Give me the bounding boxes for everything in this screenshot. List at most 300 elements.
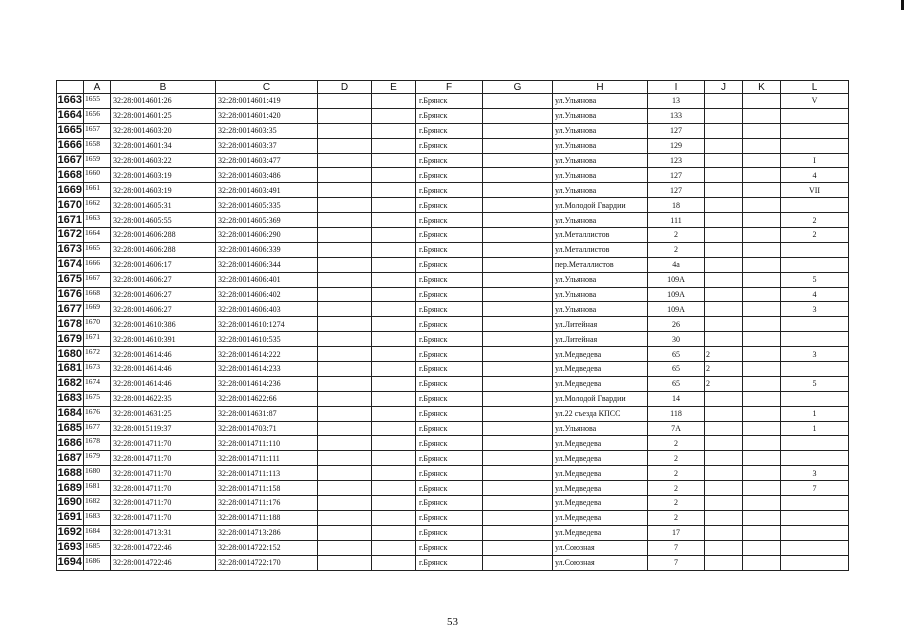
col-i-cell: 65	[648, 376, 705, 391]
table-row	[57, 362, 849, 377]
col-d-cell	[318, 213, 372, 228]
col-i-cell: 7	[648, 555, 705, 570]
col-d-cell	[318, 481, 372, 496]
column-header-j: J	[705, 81, 743, 94]
col-a-cell: 1660	[84, 168, 111, 183]
col-e-cell	[372, 287, 416, 302]
col-e-cell	[372, 510, 416, 525]
col-a-cell: 1683	[84, 510, 111, 525]
col-a-cell: 1677	[84, 421, 111, 436]
col-j-cell: 2	[705, 362, 743, 377]
col-h-cell: ул.Медведева	[553, 525, 648, 540]
col-i-cell: 2	[648, 466, 705, 481]
col-d-cell	[318, 376, 372, 391]
col-i-cell: 111	[648, 213, 705, 228]
col-j-cell	[705, 183, 743, 198]
col-b-cell: 32:28:0014711:70	[111, 451, 216, 466]
col-f-cell: г.Брянск	[416, 302, 483, 317]
col-b-cell: 32:28:0014711:70	[111, 496, 216, 511]
col-b-cell: 32:28:0014603:19	[111, 183, 216, 198]
col-j-cell	[705, 496, 743, 511]
col-d-cell	[318, 138, 372, 153]
col-g-cell	[483, 94, 553, 109]
col-d-cell	[318, 108, 372, 123]
col-d-cell	[318, 228, 372, 243]
col-f-cell: г.Брянск	[416, 332, 483, 347]
col-b-cell: 32:28:0014631:25	[111, 406, 216, 421]
row-number: 1669	[57, 183, 82, 196]
col-g-cell	[483, 421, 553, 436]
col-f-cell: г.Брянск	[416, 272, 483, 287]
column-header-i: I	[648, 81, 705, 94]
col-g-cell	[483, 540, 553, 555]
col-e-cell	[372, 183, 416, 198]
col-j-cell	[705, 168, 743, 183]
col-e-cell	[372, 555, 416, 570]
col-g-cell	[483, 183, 553, 198]
col-d-cell	[318, 510, 372, 525]
col-c-cell: 32:28:0014606:403	[216, 302, 318, 317]
col-g-cell	[483, 123, 553, 138]
col-a-cell: 1663	[84, 213, 111, 228]
col-d-cell	[318, 347, 372, 362]
col-b-cell: 32:28:0014722:46	[111, 540, 216, 555]
col-e-cell	[372, 168, 416, 183]
col-k-cell	[743, 466, 781, 481]
col-h-cell: ул.Медведева	[553, 362, 648, 377]
col-b-cell: 32:28:0014606:288	[111, 228, 216, 243]
col-b-cell: 32:28:0014601:34	[111, 138, 216, 153]
col-i-cell: 2	[648, 481, 705, 496]
col-l-cell: 2	[781, 228, 849, 243]
col-d-cell	[318, 153, 372, 168]
column-header-c: C	[216, 81, 318, 94]
col-e-cell	[372, 302, 416, 317]
col-h-cell: ул.Ульянова	[553, 272, 648, 287]
col-f-cell: г.Брянск	[416, 198, 483, 213]
col-b-cell: 32:28:0014606:27	[111, 287, 216, 302]
table-row	[57, 302, 849, 317]
col-i-cell: 65	[648, 347, 705, 362]
col-g-cell	[483, 510, 553, 525]
col-c-cell: 32:28:0014614:233	[216, 362, 318, 377]
table-row	[57, 510, 849, 525]
col-f-cell: г.Брянск	[416, 555, 483, 570]
col-h-cell: ул.Литейная	[553, 332, 648, 347]
col-l-cell: 5	[781, 376, 849, 391]
col-i-cell: 133	[648, 108, 705, 123]
col-d-cell	[318, 287, 372, 302]
col-a-cell: 1664	[84, 228, 111, 243]
col-e-cell	[372, 496, 416, 511]
col-i-cell: 30	[648, 332, 705, 347]
col-i-cell: 109А	[648, 287, 705, 302]
col-j-cell	[705, 332, 743, 347]
col-k-cell	[743, 451, 781, 466]
col-k-cell	[743, 406, 781, 421]
col-c-cell: 32:28:0014605:369	[216, 213, 318, 228]
col-h-cell: ул.Ульянова	[553, 213, 648, 228]
col-e-cell	[372, 362, 416, 377]
col-l-cell	[781, 198, 849, 213]
table-row	[57, 153, 849, 168]
col-f-cell: г.Брянск	[416, 540, 483, 555]
col-g-cell	[483, 376, 553, 391]
col-b-cell: 32:28:0014711:70	[111, 466, 216, 481]
col-b-cell: 32:28:0014606:27	[111, 302, 216, 317]
col-h-cell: ул.Металлистов	[553, 242, 648, 257]
table-row	[57, 317, 849, 332]
col-h-cell: ул.22 съезда КПСС	[553, 406, 648, 421]
col-e-cell	[372, 138, 416, 153]
col-k-cell	[743, 496, 781, 511]
col-l-cell: 4	[781, 168, 849, 183]
col-i-cell: 127	[648, 183, 705, 198]
col-c-cell: 32:28:0014603:486	[216, 168, 318, 183]
row-number: 1672	[57, 228, 82, 241]
col-d-cell	[318, 362, 372, 377]
col-h-cell: ул.Медведева	[553, 347, 648, 362]
col-f-cell: г.Брянск	[416, 466, 483, 481]
row-number: 1691	[57, 511, 82, 524]
col-g-cell	[483, 108, 553, 123]
col-d-cell	[318, 317, 372, 332]
col-f-cell: г.Брянск	[416, 362, 483, 377]
row-number: 1681	[57, 362, 82, 375]
col-i-cell: 14	[648, 391, 705, 406]
col-b-cell: 32:28:0014610:391	[111, 332, 216, 347]
col-d-cell	[318, 451, 372, 466]
col-f-cell: г.Брянск	[416, 391, 483, 406]
col-g-cell	[483, 257, 553, 272]
col-k-cell	[743, 287, 781, 302]
col-j-cell	[705, 94, 743, 109]
col-f-cell: г.Брянск	[416, 406, 483, 421]
col-e-cell	[372, 406, 416, 421]
col-i-cell: 2	[648, 436, 705, 451]
col-l-cell	[781, 242, 849, 257]
col-g-cell	[483, 391, 553, 406]
col-h-cell: ул.Медведева	[553, 466, 648, 481]
table-row	[57, 436, 849, 451]
col-b-cell: 32:28:0014610:386	[111, 317, 216, 332]
table-row	[57, 242, 849, 257]
col-i-cell: 65	[648, 362, 705, 377]
col-a-cell: 1666	[84, 257, 111, 272]
col-k-cell	[743, 138, 781, 153]
row-number: 1693	[57, 541, 82, 554]
col-a-cell: 1661	[84, 183, 111, 198]
col-k-cell	[743, 540, 781, 555]
col-j-cell	[705, 436, 743, 451]
col-f-cell: г.Брянск	[416, 376, 483, 391]
col-l-cell	[781, 496, 849, 511]
col-h-cell: ул.Ульянова	[553, 302, 648, 317]
col-k-cell	[743, 153, 781, 168]
col-i-cell: 17	[648, 525, 705, 540]
table-row	[57, 496, 849, 511]
col-f-cell: г.Брянск	[416, 421, 483, 436]
col-c-cell: 32:28:0014606:401	[216, 272, 318, 287]
col-d-cell	[318, 555, 372, 570]
col-c-cell: 32:28:0014622:66	[216, 391, 318, 406]
col-k-cell	[743, 421, 781, 436]
table-row	[57, 228, 849, 243]
row-number: 1682	[57, 377, 82, 390]
col-a-cell: 1672	[84, 347, 111, 362]
col-b-cell: 32:28:0014711:70	[111, 510, 216, 525]
col-d-cell	[318, 183, 372, 198]
col-d-cell	[318, 198, 372, 213]
col-g-cell	[483, 302, 553, 317]
col-d-cell	[318, 123, 372, 138]
col-g-cell	[483, 347, 553, 362]
col-e-cell	[372, 525, 416, 540]
col-g-cell	[483, 362, 553, 377]
col-i-cell: 109А	[648, 302, 705, 317]
col-h-cell: ул.Ульянова	[553, 108, 648, 123]
table-row	[57, 183, 849, 198]
table-row	[57, 123, 849, 138]
col-k-cell	[743, 362, 781, 377]
col-c-cell: 32:28:0014610:1274	[216, 317, 318, 332]
col-b-cell: 32:28:0014711:70	[111, 481, 216, 496]
col-d-cell	[318, 391, 372, 406]
column-header-b: B	[111, 81, 216, 94]
col-a-cell: 1678	[84, 436, 111, 451]
col-f-cell: г.Брянск	[416, 242, 483, 257]
col-k-cell	[743, 94, 781, 109]
col-c-cell: 32:28:0014711:113	[216, 466, 318, 481]
row-number: 1689	[57, 481, 82, 494]
row-number: 1667	[57, 154, 82, 166]
col-l-cell	[781, 138, 849, 153]
col-c-cell: 32:28:0014603:491	[216, 183, 318, 198]
col-e-cell	[372, 257, 416, 272]
col-j-cell: 2	[705, 347, 743, 362]
table-row	[57, 451, 849, 466]
col-g-cell	[483, 332, 553, 347]
col-a-cell: 1658	[84, 138, 111, 153]
col-l-cell	[781, 451, 849, 466]
col-g-cell	[483, 138, 553, 153]
col-l-cell: I	[781, 153, 849, 168]
col-l-cell: 3	[781, 347, 849, 362]
col-k-cell	[743, 510, 781, 525]
col-c-cell: 32:28:0014603:477	[216, 153, 318, 168]
col-k-cell	[743, 436, 781, 451]
col-f-cell: г.Брянск	[416, 257, 483, 272]
col-j-cell	[705, 257, 743, 272]
col-l-cell: V	[781, 94, 849, 109]
col-g-cell	[483, 436, 553, 451]
col-c-cell: 32:28:0014711:176	[216, 496, 318, 511]
table-row	[57, 555, 849, 570]
col-j-cell	[705, 510, 743, 525]
col-d-cell	[318, 168, 372, 183]
col-h-cell: ул.Молодой Гвардии	[553, 198, 648, 213]
row-number: 1692	[57, 526, 82, 539]
col-g-cell	[483, 153, 553, 168]
col-b-cell: 32:28:0014603:19	[111, 168, 216, 183]
col-f-cell: г.Брянск	[416, 451, 483, 466]
col-h-cell: ул.Союзная	[553, 555, 648, 570]
table-row	[57, 347, 849, 362]
col-c-cell: 32:28:0014601:419	[216, 94, 318, 109]
col-j-cell	[705, 242, 743, 257]
col-k-cell	[743, 317, 781, 332]
col-j-cell	[705, 540, 743, 555]
row-number: 1663	[57, 94, 82, 107]
col-j-cell	[705, 272, 743, 287]
col-b-cell: 32:28:0014603:20	[111, 123, 216, 138]
col-a-cell: 1656	[84, 108, 111, 123]
col-c-cell: 32:28:0014614:236	[216, 376, 318, 391]
col-c-cell: 32:28:0014606:344	[216, 257, 318, 272]
col-l-cell	[781, 525, 849, 540]
col-a-cell: 1667	[84, 272, 111, 287]
col-d-cell	[318, 257, 372, 272]
col-i-cell: 2	[648, 496, 705, 511]
col-f-cell: г.Брянск	[416, 481, 483, 496]
col-k-cell	[743, 391, 781, 406]
col-f-cell: г.Брянск	[416, 168, 483, 183]
col-h-cell: ул.Медведева	[553, 481, 648, 496]
col-a-cell: 1679	[84, 451, 111, 466]
row-number: 1679	[57, 332, 82, 345]
row-number: 1685	[57, 422, 82, 435]
col-k-cell	[743, 242, 781, 257]
col-a-cell: 1686	[84, 555, 111, 570]
col-h-cell: ул.Ульянова	[553, 421, 648, 436]
col-l-cell: 1	[781, 406, 849, 421]
col-e-cell	[372, 332, 416, 347]
col-f-cell: г.Брянск	[416, 510, 483, 525]
row-number: 1683	[57, 392, 82, 405]
col-l-cell	[781, 332, 849, 347]
col-b-cell: 32:28:0014603:22	[111, 153, 216, 168]
col-c-cell: 32:28:0014603:35	[216, 123, 318, 138]
col-i-cell: 7	[648, 540, 705, 555]
column-header-row	[57, 81, 849, 94]
col-e-cell	[372, 108, 416, 123]
row-number: 1688	[57, 466, 82, 479]
col-j-cell	[705, 153, 743, 168]
col-e-cell	[372, 391, 416, 406]
row-number: 1687	[57, 451, 82, 464]
col-g-cell	[483, 168, 553, 183]
col-d-cell	[318, 466, 372, 481]
column-header-e: E	[372, 81, 416, 94]
col-e-cell	[372, 153, 416, 168]
col-c-cell: 32:28:0014601:420	[216, 108, 318, 123]
col-i-cell: 7А	[648, 421, 705, 436]
col-f-cell: г.Брянск	[416, 525, 483, 540]
col-k-cell	[743, 257, 781, 272]
col-d-cell	[318, 436, 372, 451]
col-j-cell	[705, 555, 743, 570]
row-number: 1684	[57, 407, 82, 420]
col-l-cell	[781, 362, 849, 377]
col-g-cell	[483, 317, 553, 332]
col-e-cell	[372, 436, 416, 451]
col-k-cell	[743, 481, 781, 496]
col-f-cell: г.Брянск	[416, 138, 483, 153]
col-h-cell: ул.Ульянова	[553, 153, 648, 168]
row-number: 1668	[57, 168, 82, 181]
col-e-cell	[372, 198, 416, 213]
col-j-cell	[705, 421, 743, 436]
col-l-cell	[781, 317, 849, 332]
col-h-cell: ул.Медведева	[553, 436, 648, 451]
col-a-cell: 1670	[84, 317, 111, 332]
col-i-cell: 109А	[648, 272, 705, 287]
col-h-cell: пер.Металлистов	[553, 257, 648, 272]
table-row	[57, 481, 849, 496]
row-number: 1675	[57, 273, 82, 286]
col-l-cell	[781, 540, 849, 555]
col-f-cell: г.Брянск	[416, 228, 483, 243]
page-number: 53	[447, 616, 458, 628]
col-f-cell: г.Брянск	[416, 94, 483, 109]
col-g-cell	[483, 287, 553, 302]
col-j-cell	[705, 391, 743, 406]
table-row	[57, 257, 849, 272]
col-l-cell	[781, 436, 849, 451]
column-header-f: F	[416, 81, 483, 94]
col-d-cell	[318, 332, 372, 347]
table-row	[57, 138, 849, 153]
table-row	[57, 287, 849, 302]
col-c-cell: 32:28:0014711:111	[216, 451, 318, 466]
column-header-h: H	[553, 81, 648, 94]
col-k-cell	[743, 332, 781, 347]
col-b-cell: 32:28:0014601:25	[111, 108, 216, 123]
col-h-cell: ул.Союзная	[553, 540, 648, 555]
row-number: 1673	[57, 243, 82, 256]
table-row	[57, 168, 849, 183]
col-c-cell: 32:28:0014605:335	[216, 198, 318, 213]
col-e-cell	[372, 481, 416, 496]
col-b-cell: 32:28:0014605:31	[111, 198, 216, 213]
col-j-cell	[705, 228, 743, 243]
col-h-cell: ул.Медведева	[553, 510, 648, 525]
col-a-cell: 1682	[84, 496, 111, 511]
col-i-cell: 2	[648, 451, 705, 466]
row-number: 1677	[57, 302, 82, 315]
col-k-cell	[743, 168, 781, 183]
col-f-cell: г.Брянск	[416, 496, 483, 511]
edge-mark	[901, 0, 904, 10]
col-j-cell	[705, 466, 743, 481]
col-a-cell: 1662	[84, 198, 111, 213]
col-i-cell: 127	[648, 123, 705, 138]
col-g-cell	[483, 555, 553, 570]
table-row	[57, 332, 849, 347]
col-b-cell: 32:28:0014614:46	[111, 347, 216, 362]
row-number: 1694	[57, 556, 82, 569]
column-header-l: L	[781, 81, 849, 94]
col-i-cell: 118	[648, 406, 705, 421]
col-a-cell: 1659	[84, 153, 111, 168]
col-i-cell: 2	[648, 242, 705, 257]
table-row	[57, 525, 849, 540]
col-i-cell: 2	[648, 510, 705, 525]
col-c-cell: 32:28:0014606:402	[216, 287, 318, 302]
col-e-cell	[372, 421, 416, 436]
col-c-cell: 32:28:0014722:170	[216, 555, 318, 570]
col-j-cell	[705, 213, 743, 228]
